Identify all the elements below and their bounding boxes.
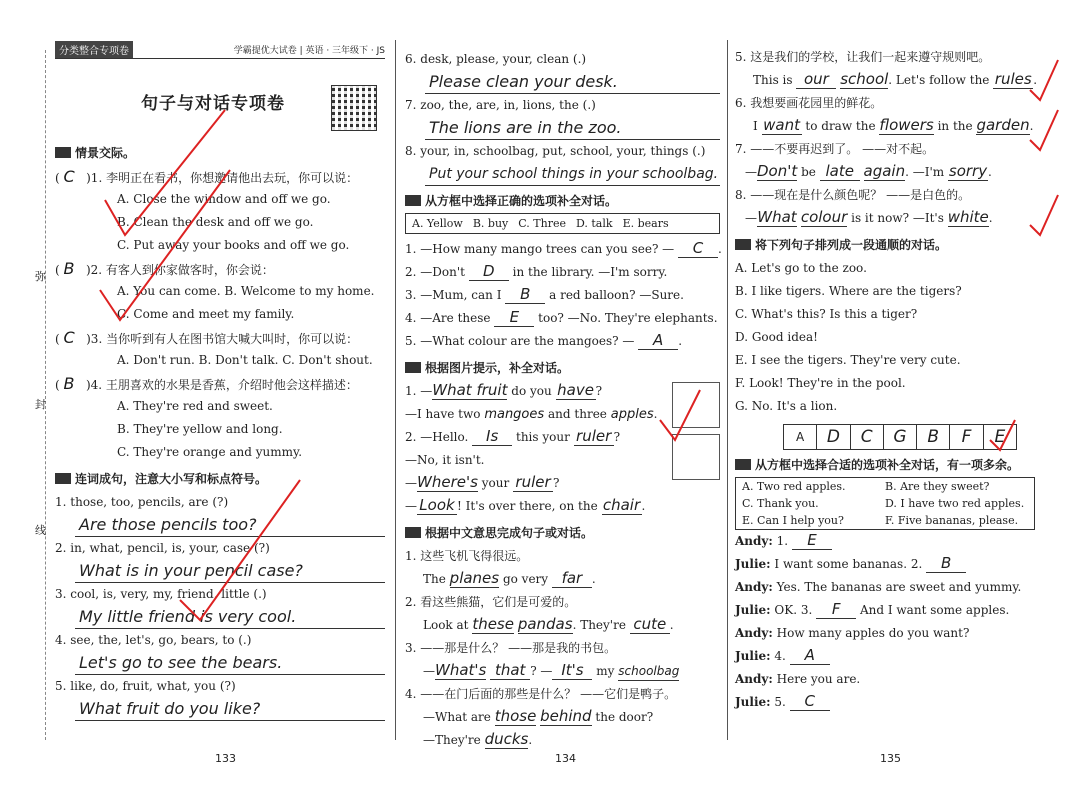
- section-heading: 从方框中选择合适的选项补全对话，有一项多余。: [735, 456, 1035, 473]
- option: A. Close the window and off we go.: [117, 192, 331, 206]
- section-heading: 根据图片提示，补全对话。: [405, 359, 720, 376]
- answer-line: What is in your pencil case?: [75, 560, 385, 583]
- word-prompt: 4. see, the, let's, go, bears, to (.): [55, 633, 252, 647]
- chinese-prompt: 8. ——现在是什么颜色呢？ ——是白色的。: [735, 188, 971, 202]
- choice-box: A. Two red apples. B. Are they sweet? C. Thank you. D. I have two red apples. E. Can I help you? F. Five bananas, please.: [735, 477, 1035, 530]
- answer-line: What fruit do you like?: [75, 698, 385, 721]
- page-number: 134: [555, 752, 576, 765]
- question-item: ( C )3. 当你听到有人在图书馆大喊大叫时，你可以说：: [55, 328, 359, 347]
- sentence-item: D. Good idea!: [735, 330, 818, 344]
- dialog-line: 3. —Mum, can I B a red balloon? —Sure.: [405, 285, 684, 303]
- dialog-line: 5. —What colour are the mangoes? — A .: [405, 331, 683, 349]
- choice-box: A. Yellow B. buy C. Three D. talk E. bears: [405, 213, 720, 234]
- chinese-prompt: 5. 这是我们的学校，让我们一起来遵守规则吧。: [735, 50, 991, 64]
- chinese-prompt: 4. ——在门后面的那些是什么？ ——它们是鸭子。: [405, 687, 677, 701]
- dialog-line: 1. —How many mango trees can you see? — C .: [405, 239, 722, 257]
- section-heading: 从方框中选择正确的选项补全对话。: [405, 192, 720, 209]
- dialog-line: 4. —Are these E too? —No. They're elephants.: [405, 308, 718, 326]
- column-page-134: 6. desk, please, your, clean (.) Please clean your desk. 7. zoo, the, are, in, lions, the (.) The lions are in the zoo. 8. your, in, schoolbag, put, school, your, things (.) Put your school things in your schoolbag. 从方框中选择正确的选项补全对话。 A. Yellow B. buy C. Three D. talk E. bears 1. —How many mango trees can you see? — C . 2. —Don't D in the library. —I'm sorry. 3. —Mum, can I B a red balloon? —Sure. 4. —Are these E too? —No. They're elephants. 5. —What colour are the mangoes? — A . 根据图片提示，补全对话。 1. —What fruit do you have ? —I have two mangoes and three apples. 2. —Hello. Is this your ruler ? —No, it isn't. —Where's your ruler ? — Look ! It's over there, on the chair. 根据中文意思完成句子或对话。 1. 这些飞机飞得很远。 The planes go very far . 2. 看这些熊猫，它们是可爱的。 Look at these pandas. They're cute . 3. ——那是什么？ ——那是我的书包。 —What's that ? — It's my schoolbag 4. ——在门后面的那些是什么？ ——它们是鸭子。 —What are those behind the door? —They're ducks.: [405, 40, 720, 752]
- page-number: 133: [215, 752, 236, 765]
- answer-line: Put your school things in your schoolbag.: [425, 163, 720, 186]
- page-number: 135: [880, 752, 901, 765]
- dialog-line: Julie: 5. C: [735, 691, 1035, 714]
- check-mark-icon: [100, 60, 1058, 620]
- chinese-prompt: 3. ——那是什么？ ——那是我的书包。: [405, 641, 617, 655]
- word-prompt: 5. like, do, fruit, what, you (?): [55, 679, 236, 693]
- side-mark: 封: [35, 398, 46, 411]
- answer-line: The lions are in the zoo.: [425, 117, 720, 140]
- sentence-item: F. Look! They're in the pool.: [735, 376, 906, 390]
- picture-dialog: 1. —What fruit do you have ? —I have two mangoes and three apples. 2. —Hello. Is this your ruler ? —No, it isn't. —Where's your ruler ? — Look ! It's over there, on the chair.: [405, 380, 720, 518]
- answer-line: Please clean your desk.: [425, 71, 720, 94]
- dialog-line: Julie: 4. A: [735, 645, 1035, 668]
- chinese-prompt: 6. 我想要画花园里的鲜花。: [735, 96, 883, 110]
- sentence-item: C. What's this? Is this a tiger?: [735, 307, 918, 321]
- answer-line: Are those pencils too?: [75, 514, 385, 537]
- option: C. They're orange and yummy.: [117, 445, 303, 459]
- category-tag: 分类整合专项卷: [55, 41, 133, 58]
- section-heading: 连词成句，注意大小写和标点符号。: [55, 470, 385, 487]
- sentence-item: E. I see the tigers. They're very cute.: [735, 353, 961, 367]
- page-title: 句子与对话专项卷: [141, 94, 285, 114]
- sentence-item: G. No. It's a lion.: [735, 399, 838, 413]
- dialog-line: Andy: How many apples do you want?: [735, 626, 970, 640]
- word-prompt: 6. desk, please, your, clean (.): [405, 52, 587, 66]
- answer-line: My little friend is very cool.: [75, 606, 385, 629]
- word-prompt: 7. zoo, the, are, in, lions, the (.): [405, 98, 596, 112]
- chinese-prompt: 2. 看这些熊猫，它们是可爱的。: [405, 595, 577, 609]
- option: B. They're yellow and long.: [117, 422, 283, 436]
- option: B. Clean the desk and off we go.: [117, 215, 314, 229]
- question-item: ( C )1. 李明正在看书，你想邀请他出去玩，你可以说：: [55, 167, 359, 186]
- chinese-prompt: 1. 这些飞机飞得很远。: [405, 549, 529, 563]
- section-heading: 根据中文意思完成句子或对话。: [405, 524, 720, 541]
- dialog-line: Andy: 1. E: [735, 530, 1035, 553]
- question-item: ( B )2. 有客人到你家做客时，你会说：: [55, 259, 274, 278]
- order-sequence: A D C G B F E: [783, 424, 1017, 450]
- question-item: ( B )4. 王朋喜欢的水果是香蕉，介绍时他会这样描述：: [55, 374, 358, 393]
- option: C. Put away your books and off we go.: [117, 238, 350, 252]
- word-prompt: 8. your, in, schoolbag, put, school, your, things (.): [405, 144, 706, 158]
- chinese-prompt: 7. ——不要再迟到了。 ——对不起。: [735, 142, 935, 156]
- side-mark: 弥: [35, 270, 46, 283]
- option: A. They're red and sweet.: [117, 399, 273, 413]
- dialog-line: 2. —Don't D in the library. —I'm sorry.: [405, 262, 668, 280]
- word-prompt: 2. in, what, pencil, is, your, case (?): [55, 541, 270, 555]
- dialog-line: Andy: Yes. The bananas are sweet and yummy.: [735, 580, 1022, 594]
- section-heading: 情景交际。: [55, 144, 385, 161]
- book-title: 学霸提优大试卷 | 英语 · 三年级下 · JS: [233, 45, 385, 56]
- option: C. Come and meet my family.: [117, 307, 295, 321]
- dialog-line: Andy: Here you are.: [735, 672, 861, 686]
- answer-line: Let's go to see the bears.: [75, 652, 385, 675]
- dialog-line: Julie: I want some bananas. 2. B: [735, 553, 1035, 576]
- sentence-item: B. I like tigers. Where are the tigers?: [735, 284, 962, 298]
- word-prompt: 1. those, too, pencils, are (?): [55, 495, 229, 509]
- sentence-item: A. Let's go to the zoo.: [735, 261, 867, 275]
- column-page-135: 5. 这是我们的学校，让我们一起来遵守规则吧。 This is our school. Let's follow the rules . 6. 我想要画花园里的鲜花。 I want to draw the flowers in the garden. 7. ——不要再迟到了。 ——对不起。 —Don't be late again. —I'm sorry. 8. ——现在是什么颜色呢？ ——是白色的。 —What colour is it now? —It's white. 将下列句子排列成一段通顺的对话。 A. Let's go to the zoo. B. I like tigers. Where are the tigers? C. What's this? Is this a tiger? D. Good idea! E. I see the tigers. They're very cute. F. Look! They're in the pool. G. No. It's a lion. A D C G B F E 从方框中选择合适的选项补全对话，有一项多余。 A. Two red apples. B. Are they sweet? C. Thank you. D. I have two red apples. E. Can I help you? F. Five bananas, please. Andy: 1. E Julie: I want some bananas. 2. B Andy: Yes. The bananas are sweet and yummy. Julie: OK. 3. F And I want some apples. Andy: How many apples do you want? Julie: 4. A Andy: Here you are. Julie: 5. C: [735, 40, 1035, 714]
- word-prompt: 3. cool, is, very, my, friend, little (.): [55, 587, 267, 601]
- option: A. Don't run. B. Don't talk. C. Don't shout.: [117, 353, 373, 367]
- dialog-line: Julie: OK. 3. F And I want some apples.: [735, 600, 1010, 618]
- side-mark: 线: [35, 524, 46, 537]
- section-heading: 将下列句子排列成一段通顺的对话。: [735, 236, 1035, 253]
- option: A. You can come. B. Welcome to my home.: [117, 284, 375, 298]
